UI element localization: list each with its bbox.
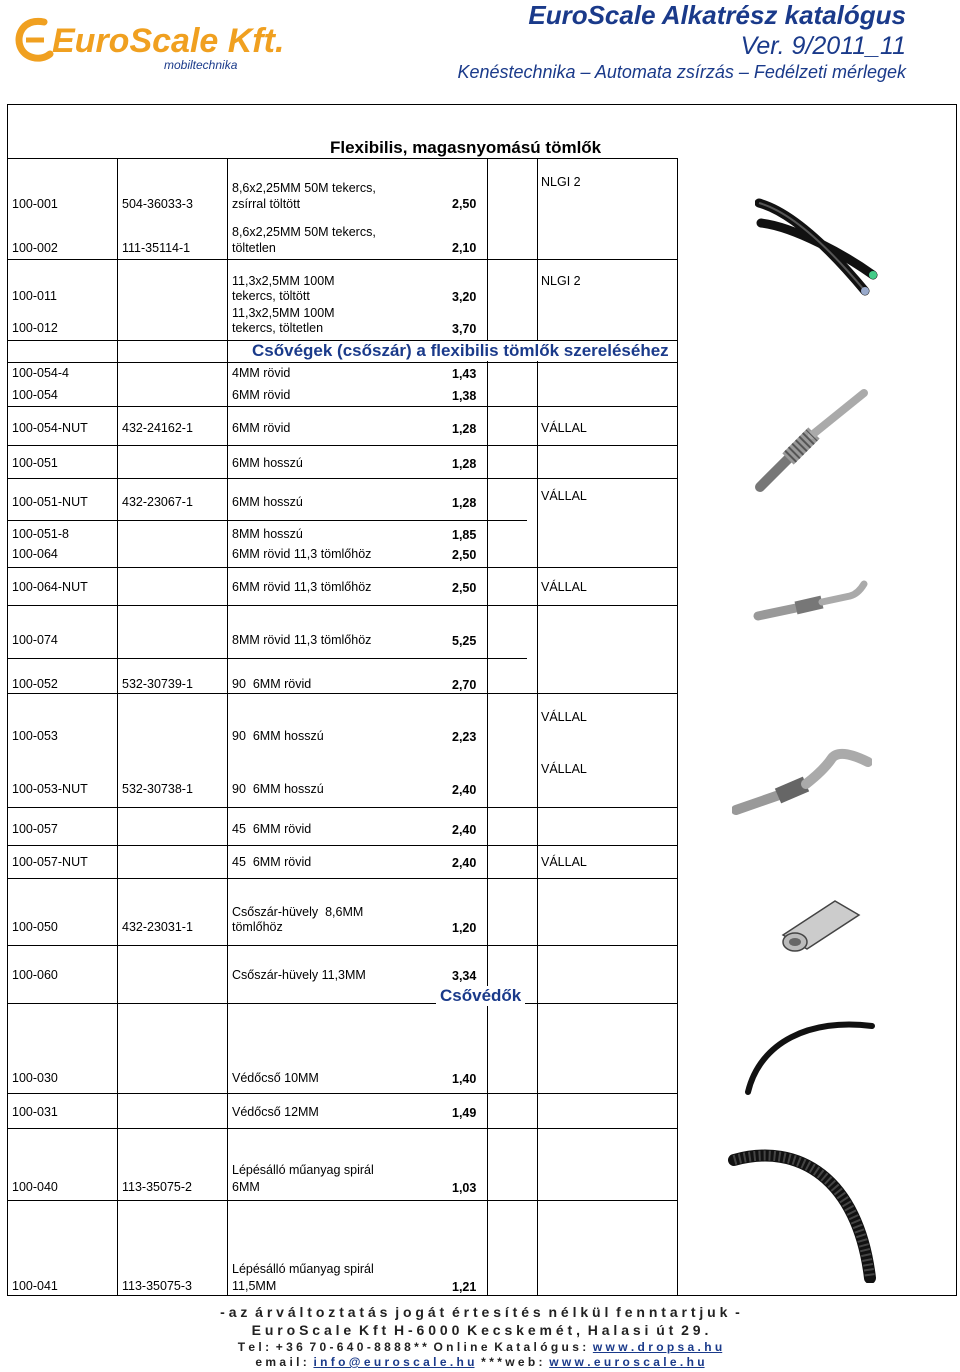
company-logo	[14, 12, 285, 72]
part-code: 100-064-NUT	[12, 580, 88, 594]
part-code: 100-054-NUT	[12, 421, 88, 435]
part-desc: 8,6x2,25MM 50M tekercs,	[232, 181, 376, 195]
part-code: 100-011	[12, 289, 57, 303]
side-note-nlgi: NLGI 2	[541, 274, 581, 288]
part-desc: zsírral töltött	[232, 197, 301, 211]
part-price: 1,28	[452, 422, 477, 436]
part-price: 2,50	[452, 581, 477, 595]
section-title-guards: Csővédők	[436, 986, 525, 1006]
side-note-vallal: VÁLLAL	[541, 710, 587, 724]
footer-contact	[0, 1340, 960, 1354]
part-price: 1,28	[452, 496, 477, 510]
footer-address: E u r o S c a l e K f t H - 6 0 0 0 K e c s k e m é t , H a l a s i ú t 2 9 .	[251, 1322, 709, 1338]
logo-swoosh-icon	[14, 16, 54, 62]
part-code: 100-012	[12, 321, 58, 335]
part-price: 1,49	[452, 1106, 477, 1120]
part-desc: 6MM rövid	[232, 388, 291, 402]
side-note-vallal: VÁLLAL	[541, 762, 587, 776]
part-price: 3,34	[452, 969, 477, 983]
footer-web	[0, 1355, 960, 1369]
part-code: 100-051	[12, 456, 58, 470]
part-desc: Csőszár-hüvely 11,3MM	[232, 968, 366, 982]
part-price: 3,70	[452, 322, 477, 336]
section-title-ends: Csővégek (csőszár) a flexibilis tömlők szereléséhez	[248, 341, 673, 361]
part-code: 100-030	[12, 1071, 58, 1085]
curved-hose-end-image	[732, 740, 872, 820]
part-price: 2,70	[452, 678, 477, 692]
part-desc: Lépésálló műanyag spirál	[232, 1163, 374, 1177]
catalog-version: Ver. 9/2011_11	[740, 32, 906, 60]
part-code: 100-040	[12, 1180, 58, 1194]
part-price: 1,40	[452, 1072, 477, 1086]
part-price: 3,20	[452, 290, 477, 304]
part-price: 1,03	[452, 1181, 477, 1195]
spiral-protector-image	[728, 1138, 878, 1283]
part-code: 100-064	[12, 547, 58, 561]
part-desc: 8MM hosszú	[232, 527, 303, 541]
email-link[interactable]: i n f o @ e u r o s c a l e . h u	[313, 1355, 475, 1369]
logo-text: EuroScale Kft.	[52, 22, 285, 60]
part-desc: Csőszár-hüvely 8,6MM	[232, 905, 364, 919]
part-desc: 6MM hosszú	[232, 456, 303, 470]
part-price: 1,38	[452, 389, 477, 403]
side-note-vallal: VÁLLAL	[541, 489, 587, 503]
part-ref: 111-35114-1	[122, 241, 191, 255]
part-desc: 6MM rövid 11,3 tömlőhöz	[232, 547, 372, 561]
part-desc: 8,6x2,25MM 50M tekercs,	[232, 225, 376, 239]
hose-coil-image	[755, 195, 880, 300]
part-ref: 432-24162-1	[122, 421, 193, 435]
side-note-nlgi: NLGI 2	[541, 175, 581, 189]
part-code: 100-074	[12, 633, 58, 647]
part-code: 100-053	[12, 729, 58, 743]
part-code: 100-050	[12, 920, 58, 934]
part-price: 1,20	[452, 921, 477, 935]
part-desc: 45 6MM rövid	[232, 822, 312, 836]
part-desc: 8MM rövid 11,3 tömlőhöz	[232, 633, 372, 647]
part-code: 100-054	[12, 388, 58, 402]
part-note: VÁLLAL	[541, 421, 587, 435]
part-desc: 45 6MM rövid	[232, 855, 312, 869]
part-desc: tekercs, töltött	[232, 289, 310, 303]
part-code: 100-031	[12, 1105, 58, 1119]
part-ref: 432-23067-1	[122, 495, 193, 509]
footer-email-label: e m a i l :	[255, 1355, 314, 1369]
part-code: 100-057	[12, 822, 58, 836]
catalog-title: EuroScale Alkatrész katalógus	[528, 0, 906, 30]
hose-sleeve-image	[775, 895, 870, 955]
part-price: 2,40	[452, 856, 477, 870]
part-code: 100-002	[12, 241, 58, 255]
part-ref: 532-30738-1	[122, 782, 193, 796]
part-price: 2,40	[452, 823, 477, 837]
part-desc: 90 6MM hosszú	[232, 782, 324, 796]
logo-subtitle: mobiltechnika	[164, 58, 238, 72]
protective-hose-image	[740, 1012, 880, 1097]
part-price: 2,10	[452, 241, 477, 255]
part-code: 100-001	[12, 197, 58, 211]
part-price: 1,28	[452, 457, 477, 471]
part-desc: 90 6MM hosszú	[232, 729, 324, 743]
part-note: VÁLLAL	[541, 855, 587, 869]
part-desc: tömlőhöz	[232, 920, 283, 934]
online-catalog-link[interactable]: w w w . d r o p s a . h u	[592, 1340, 723, 1354]
footer-web-label: * * * w e b :	[474, 1355, 550, 1369]
short-bent-hose-end-image	[752, 580, 872, 625]
straight-hose-end-image	[752, 385, 872, 495]
part-code: 100-052	[12, 677, 58, 691]
part-price: 1,43	[452, 367, 477, 381]
part-price: 1,85	[452, 528, 477, 542]
part-price: 2,50	[452, 197, 477, 211]
part-code: 100-054-4	[12, 366, 69, 380]
part-desc: 4MM rövid	[232, 366, 291, 380]
part-code: 100-051-8	[12, 527, 69, 541]
footer-phone: T e l : + 3 6 7 0 - 6 4 0 - 8 8 8 8 * * O n l i n e K a t a l ó g u s :	[237, 1340, 593, 1354]
website-link[interactable]: w w w . e u r o s c a l e . h u	[549, 1355, 705, 1369]
part-ref: 432-23031-1	[122, 920, 193, 934]
part-desc: Lépésálló műanyag spirál	[232, 1262, 374, 1276]
part-price: 2,23	[452, 730, 477, 744]
part-price: 2,40	[452, 783, 477, 797]
part-ref: 113-35075-3	[122, 1279, 192, 1293]
part-ref: 532-30739-1	[122, 677, 193, 691]
part-desc: 11,3x2,5MM 100M	[232, 274, 335, 288]
part-desc: 6MM	[232, 1180, 260, 1194]
part-desc: 6MM rövid	[232, 421, 291, 435]
part-price: 1,21	[452, 1280, 477, 1294]
part-code: 100-060	[12, 968, 58, 982]
section-title-hoses: Flexibilis, magasnyomású tömlők	[330, 138, 602, 157]
part-code: 100-051-NUT	[12, 495, 88, 509]
part-ref: 113-35075-2	[122, 1180, 192, 1194]
part-desc: 11,3x2,5MM 100M	[232, 306, 335, 320]
part-desc: 6MM hosszú	[232, 495, 303, 509]
part-desc: Védőcső 10MM	[232, 1071, 319, 1085]
part-desc: töltetlen	[232, 241, 276, 255]
catalog-subtitle: Kenéstechnika – Automata zsírzás – Fedélzeti mérlegek	[457, 62, 906, 82]
part-desc: Védőcső 12MM	[232, 1105, 319, 1119]
part-code: 100-053-NUT	[12, 782, 88, 796]
footer-disclaimer: - a z á r v á l t o z t a t á s j o g á t é r t e s í t é s n é l k ü l f e n n t a r t j u k -	[220, 1304, 740, 1320]
part-desc: 90 6MM rövid	[232, 677, 312, 691]
part-price: 2,50	[452, 548, 477, 562]
part-desc: tekercs, töltetlen	[232, 321, 324, 335]
part-desc: 6MM rövid 11,3 tömlőhöz	[232, 580, 372, 594]
part-ref: 504-36033-3	[122, 197, 193, 211]
part-code: 100-057-NUT	[12, 855, 88, 869]
part-desc: 11,5MM	[232, 1279, 277, 1293]
part-price: 5,25	[452, 634, 477, 648]
part-code: 100-041	[12, 1279, 58, 1293]
part-note: VÁLLAL	[541, 580, 587, 594]
